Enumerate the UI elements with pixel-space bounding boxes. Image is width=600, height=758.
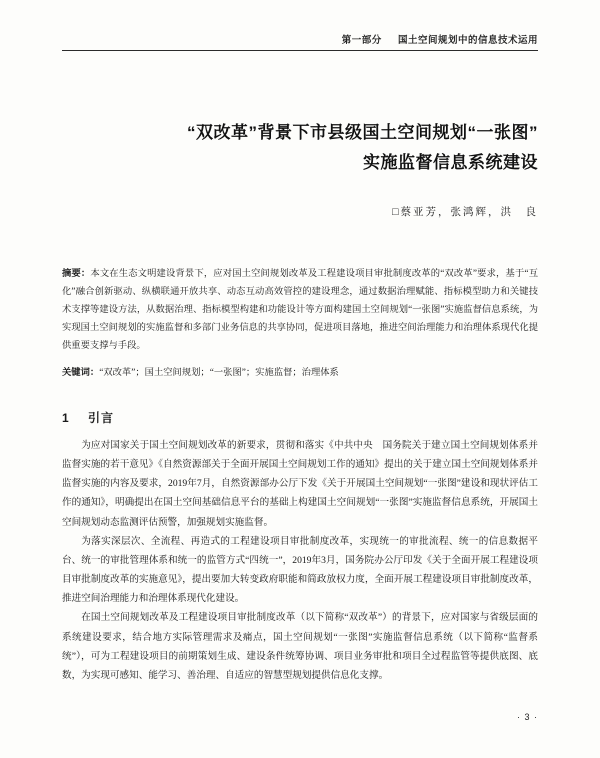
page-number: · 3 · [516,712,538,722]
header-part: 第一部分 [341,35,382,46]
abstract-label: 摘要： [62,268,91,279]
abstract-block [62,265,538,356]
header-rule [62,50,538,51]
section-name: 引言 [88,410,115,425]
keywords-text: “双改革”；国土空间规划；“一张图”；实施监督；治理体系 [99,368,339,379]
author-list: □蔡亚芳，张鸿辉，洪 良 [392,206,538,218]
title-line-1: “双改革”背景下市县级国土空间规划“一张图” [187,123,538,142]
section-number: 1 [62,410,70,425]
page-title [62,118,538,178]
paragraph: 为应对国家关于国土空间规划改革的新要求，贯彻和落实《中共中央 国务院关于建立国土空间规划体系并监督实施的若干意见》《自然资源部关于全面开展国土空间规划工作的通知》提出的关于建立国土空间规划体系并监督实施的内容及要求，2019年7月，自然资源部办公厅下发《关于开展国土空间规划“一张图”建设和现状评估工作的通知》，明确提出在国土空间基础信息平台的基础上构建国土空间规划“一张图”实施监督信息系统，开展国土空间规划动态监测评估预警，加强规划实施监督。 [62,439,538,528]
paragraph: 为落实深层次、全流程、再造式的工程建设项目审批制度改革，实现统一的审批流程、统一的信息数据平台、统一的审批管理体系和统一的监管方式“四统一”，2019年3月，国务院办公厅印发《关于全面开展工程建设项目审批制度改革的实施意见》，提出要加大转变政府职能和简政放权力度，全面开展工程建设项目审批制度改革，推进空间治理能力和治理体系现代化建设。 [62,535,538,605]
title-line-2: 实施监督信息系统建设 [363,152,538,172]
running-header [342,32,538,46]
body-text [62,436,538,685]
section-heading [62,409,538,426]
paragraph: 在国土空间规划改革及工程建设项目审批制度改革（以下简称“双改革”）的背景下，应对国家与省级层面的系统建设要求，结合地方实际管理需求及痛点，国土空间规划“一张图”实施监督信息系统（以下简称“监督系统”），可为工程建设项目的前期策划生成、建设条件统筹协调、项目业务审批和项目全过程监管等提供底图、底数，为实现可感知、能学习、善治理、自适应的智慧型规划提供信息化支撑。 [62,612,538,682]
page-content [62,100,538,685]
keywords-block [62,365,538,383]
header-section: 国土空间规划中的信息技术运用 [397,35,538,46]
abstract-text: 本文在生态文明建设背景下，应对国土空间规划改革及工程建设项目审批制度改革的“双改革”要求，基于“互化”融合创新驱动、纵横联通开放共享、动态互动高效管控的建设理念，通过数据治理赋能、指标模型助力和关键技术支撑等建设方法，从数据治理、指标模型构建和功能设计等方面构建国土空间规划“一张图”实施监督信息系统，为实现国土空间规划的实施监督和多部门业务信息的共享协同，促进项目落地，推进空间治理能力和治理体系现代化提供重要支撑与手段。 [62,268,538,351]
keywords-label: 关键词： [62,368,100,379]
